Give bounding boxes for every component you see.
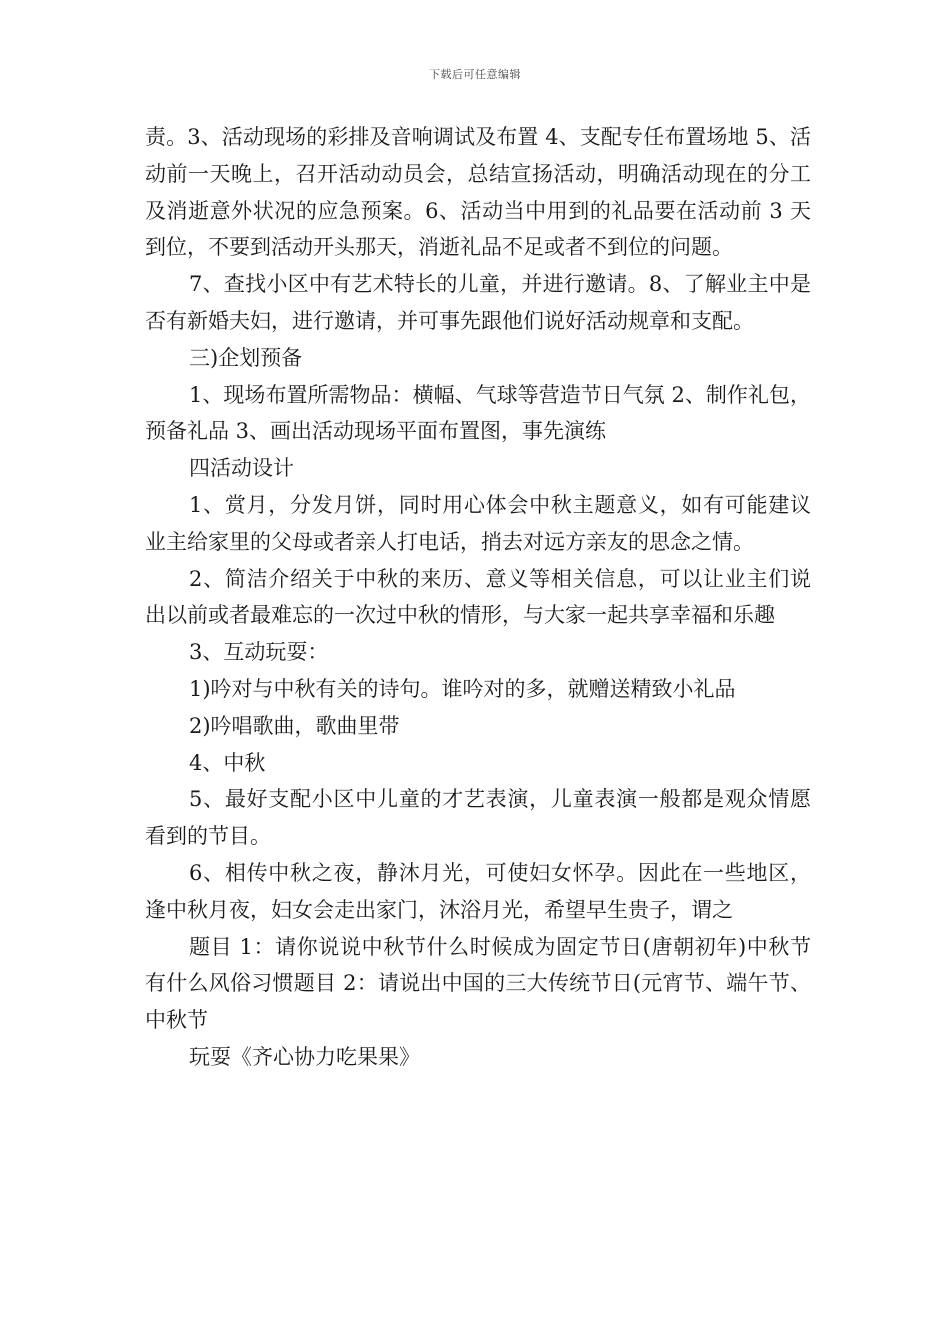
paragraph: 1、现场布置所需物品：横幅、气球等营造节日气氛 2、制作礼包，预备礼品 3、画出活动现场平面布置图，事先演练 <box>145 382 811 444</box>
paragraph: 1、赏月，分发月饼，同时用心体会中秋主题意义，如有可能建议业主给家里的父母或者亲人打电话，捎去对远方亲友的思念之情。 <box>145 492 811 554</box>
paragraph: 3、互动玩耍： <box>189 640 329 665</box>
document-body <box>145 119 811 1076</box>
section-heading: 三)企划预备 <box>189 345 303 370</box>
paragraph: 玩耍《齐心协力吃果果》 <box>189 1044 420 1069</box>
paragraph: 5、最好支配小区中儿童的才艺表演，儿童表演一般都是观众情愿看到的节目。 <box>145 787 811 849</box>
paragraph: 7、查找小区中有艺术特长的儿童，并进行邀请。8、了解业主中是否有新婚夫妇，进行邀请，并可事先跟他们说好活动规章和支配。 <box>145 272 811 333</box>
paragraph: 2)吟唱歌曲，歌曲里带 <box>189 713 400 738</box>
paragraph: 1)吟对与中秋有关的诗句。谁吟对的多，就赠送精致小礼品 <box>189 676 736 701</box>
paragraph: 2、简洁介绍关于中秋的来历、意义等相关信息，可以让业主们说出以前或者最难忘的一次过中秋的情形，与大家一起共享幸福和乐趣 <box>145 566 811 628</box>
paragraph: 责。3、活动现场的彩排及音响调试及布置 4、支配专任布置场地 5、活动前一天晚上，召开活动动员会，总结宣扬活动，明确活动现在的分工及消逝意外状况的应急预案。6、活动当中用到的礼品要在活动前 3 天到位，不要到活动开头那天，消逝礼品不足或者不到位的问题。 <box>145 125 811 260</box>
paragraph: 4、中秋 <box>189 750 266 775</box>
page-header: 下载后可任意编辑 <box>429 68 521 81</box>
paragraph: 6、相传中秋之夜，静沐月光，可使妇女怀孕。因此在一些地区，逢中秋月夜，妇女会走出家门，沐浴月光，希望早生贵子，谓之 <box>145 860 811 922</box>
section-heading: 四活动设计 <box>189 456 294 481</box>
paragraph: 题目 1：请你说说中秋节什么时候成为固定节日(唐朝初年)中秋节有什么风俗习惯题目 2：请说出中国的三大传统节日(元宵节、端午节、中秋节 <box>145 934 811 1033</box>
